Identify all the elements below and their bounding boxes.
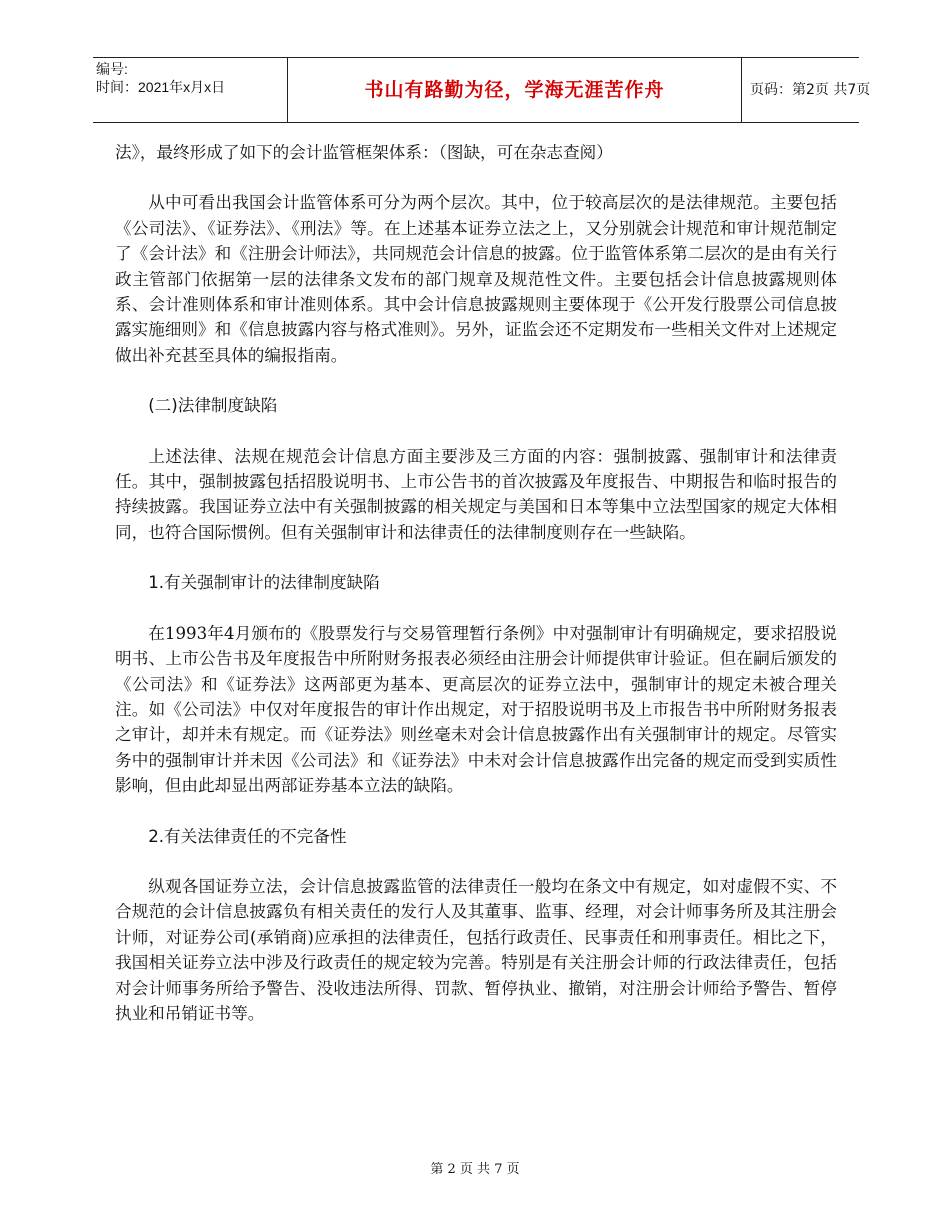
paragraph-5: 纵观各国证券立法，会计信息披露监管的法律责任一般均在条文中有规定，如对虚假不实、不合规范的会计信息披露负有相关责任的发行人及其董事、监事、经理，对会计师事务所及其注册会计师，对证券公司(承销商)应承担的法律责任，包括行政责任、民事责任和刑事责任。相比之下，我国相关证券立法中涉及行政责任的规定较为完善。特别是有关注册会计师的行政法律责任，包括对会计师事务所给予警告、没收违法所得、罚款、暂停执业、撤销，对注册会计师给予警告、暂停执业和吊销证书等。 bbox=[115, 876, 837, 1023]
header-meta bbox=[93, 58, 287, 122]
page-footer: 第 2 页 共 7 页 bbox=[430, 1162, 520, 1177]
time-label: 时间：2021年x月x日 bbox=[96, 79, 226, 95]
paragraph-3: 上述法律、法规在规范会计信息方面主要涉及三方面的内容：强制披露、强制审计和法律责任。其中，强制披露包括招股说明书、上市公告书的首次披露及年度报告、中期报告和临时报告的持续披露。我国证券立法中有关强制披露的相关规定与美国和日本等集中立法型国家的规定大体相同，也符合国际惯例。但有关强制审计和法律责任的法律制度则存在一些缺陷。 bbox=[115, 446, 837, 542]
number-label: 编号: bbox=[96, 61, 128, 77]
section-heading-2: (二)法律制度缺陷 bbox=[148, 396, 278, 416]
paragraph-2: 从中可看出我国会计监管体系可分为两个层次。其中，位于较高层次的是法律规范。主要包括《公司法》、《证券法》、《刑法》等。在上述基本证券立法之上，又分别就会计规范和审计规范制定了《会计法》和《注册会计师法》，共同规范会计信息的披露。位于监管体系第二层次的是由有关行政主管部门依据第一层的法律条文发布的部门规章及规范性文件。主要包括会计信息披露规则体系、会计准则体系和审计准则体系。其中会计信息披露规则主要体现于《公开发行股票公司信息披露实施细则》和《信息披露内容与格式准则》。另外，证监会还不定期发布一些相关文件对上述规定做出补充甚至具体的编报指南。 bbox=[115, 193, 837, 365]
header-motto: 书山有路勤为径，学海无涯苦作舟 bbox=[287, 58, 742, 122]
subsection-heading-1: 1.有关强制审计的法律制度缺陷 bbox=[148, 573, 380, 593]
paragraph-1: 法》，最终形成了如下的会计监管框架体系：（图缺，可在杂志查阅） bbox=[115, 143, 613, 162]
header-page-info: 页码：第2页 共7页 bbox=[750, 82, 871, 98]
document-body bbox=[115, 140, 837, 1051]
paragraph-4: 在1993年4月颁布的《股票发行与交易管理暂行条例》中对强制审计有明确规定，要求招股说明书、上市公告书及年度报告中所附财务报表必须经由注册会计师提供审计验证。但在嗣后颁发的《公司法》和《证券法》这两部更为基本、更高层次的证券立法中，强制审计的规定未被合理关注。如《公司法》中仅对年度报告的审计作出规定，对于招股说明书及上市报告书中所附财务报表之审计，却并未有规定。而《证券法》则丝毫未对会计信息披露作出有关强制审计的规定。尽管实务中的强制审计并未因《公司法》和《证券法》中未对会计信息披露作出完备的规定而受到实质性影响，但由此却显出两部证券基本立法的缺陷。 bbox=[115, 623, 837, 796]
page-header bbox=[93, 57, 871, 123]
subsection-heading-2: 2.有关法律责任的不完备性 bbox=[148, 826, 347, 846]
